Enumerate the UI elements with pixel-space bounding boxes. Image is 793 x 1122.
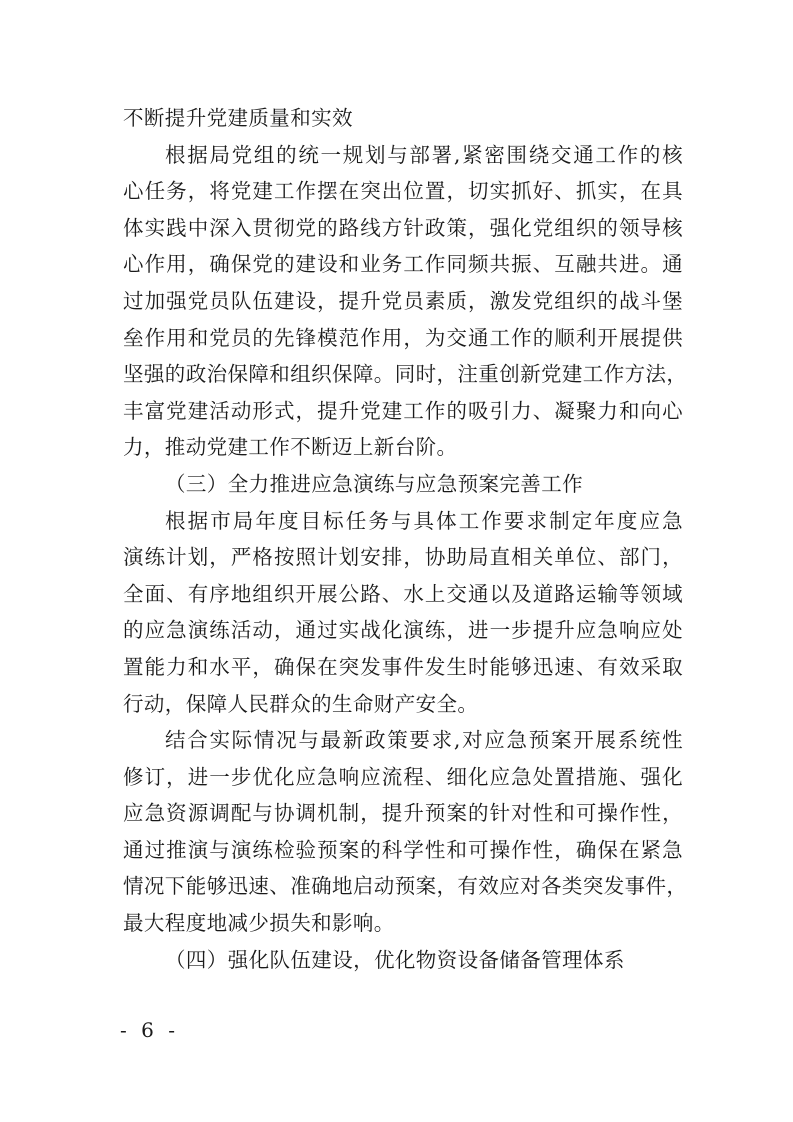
section-heading: （三）全力推进应急演练与应急预案完善工作 — [165, 471, 583, 496]
paragraph-line: 丰富党建活动形式，提升党建工作的吸引力、凝聚力和向心 — [123, 398, 683, 423]
paragraph-line: 心任务，将党建工作摆在突出位置，切实抓好、抓实，在具 — [123, 179, 683, 204]
page-number: - 6 - — [120, 1018, 179, 1042]
document-body — [123, 100, 688, 978]
paragraph-line: 坚强的政治保障和组织保障。同时，注重创新党建工作方法， — [123, 362, 688, 387]
paragraph-line: 最大程度地减少损失和影响。 — [123, 911, 395, 936]
paragraph-line: 根据局党组的统一规划与部署,紧密围绕交通工作的核 — [165, 142, 683, 167]
paragraph-line: 的应急演练活动，通过实战化演练，进一步提升应急响应处 — [123, 618, 683, 643]
paragraph-line: 应急资源调配与协调机制，提升预案的针对性和可操作性， — [123, 801, 683, 826]
paragraph-line: 行动，保障人民群众的生命财产安全。 — [123, 691, 479, 716]
paragraph-line: 力，推动党建工作不断迈上新台阶。 — [123, 435, 458, 460]
paragraph-line: 修订，进一步优化应急响应流程、细化应急处置措施、强化 — [123, 764, 683, 789]
section-heading: （四）强化队伍建设，优化物资设备储备管理体系 — [165, 947, 625, 972]
paragraph-line: 置能力和水平，确保在突发事件发生时能够迅速、有效采取 — [123, 654, 683, 679]
paragraph-line: 根据市局年度目标任务与具体工作要求制定年度应急 — [165, 508, 683, 533]
paragraph-line: 过加强党员队伍建设，提升党员素质，激发党组织的战斗堡 — [123, 288, 683, 313]
paragraph-line: 垒作用和党员的先锋模范作用，为交通工作的顺利开展提供 — [123, 325, 683, 350]
paragraph-line: 心作用，确保党的建设和业务工作同频共振、互融共进。通 — [123, 252, 683, 277]
paragraph-line: 不断提升党建质量和实效 — [123, 106, 353, 130]
paragraph-line: 结合实际情况与最新政策要求,对应急预案开展系统性 — [165, 728, 683, 753]
paragraph-line: 体实践中深入贯彻党的路线方针政策，强化党组织的领导核 — [123, 215, 683, 240]
paragraph-line: 情况下能够迅速、准确地启动预案，有效应对各类突发事件， — [123, 874, 688, 899]
paragraph-line: 演练计划，严格按照计划安排，协助局直相关单位、部门， — [123, 545, 683, 570]
paragraph-line: 通过推演与演练检验预案的科学性和可操作性，确保在紧急 — [123, 837, 683, 862]
paragraph-line: 全面、有序地组织开展公路、水上交通以及道路运输等领域 — [123, 581, 683, 606]
